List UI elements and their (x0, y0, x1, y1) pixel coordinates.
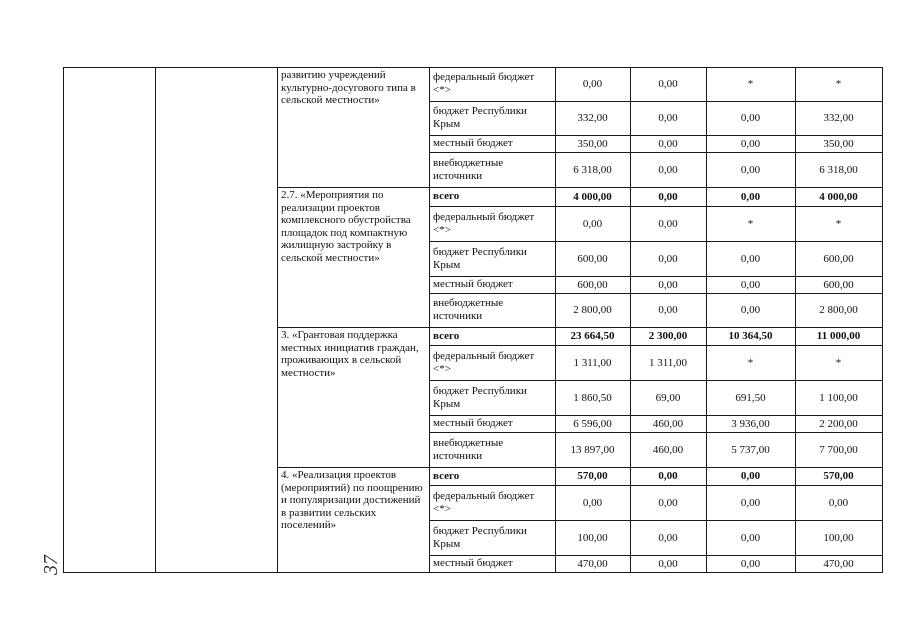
amount-cell-c3: * (747, 78, 754, 90)
row-divider (429, 432, 883, 433)
amount-cell-c4: 100,00 (823, 531, 854, 544)
amount-cell-c2: 0,00 (658, 163, 678, 176)
amount-cell-c4: 600,00 (823, 278, 854, 291)
amount-cell-c2: 460,00 (652, 443, 684, 456)
row-divider (429, 485, 883, 486)
funding-source-label: всего (433, 329, 460, 342)
amount-cell-c3: 0,00 (740, 112, 761, 124)
amount-cell-c2: 0,00 (658, 190, 678, 203)
page-number-handwritten: 37 (40, 555, 62, 575)
table-col-divider (429, 67, 430, 573)
amount-cell-c2: 0,00 (658, 531, 678, 544)
amount-cell-c3: 0,00 (740, 557, 761, 570)
measure-description: 2.7. «Мероприятия по реализации проектов комплексного обустройства площадок под компактную жилищную застройку в сельской местности» (281, 189, 411, 264)
amount-cell-c2: 0,00 (658, 78, 678, 90)
amount-cell-c1: 332,00 (577, 112, 608, 124)
row-divider (429, 380, 883, 381)
amount-cell-c4: * (835, 78, 842, 90)
row-divider (429, 241, 883, 242)
amount-cell-c4: 2 200,00 (819, 417, 858, 430)
amount-cell-c4: * (835, 217, 842, 230)
funding-source-label: бюджет Республики Крым (433, 384, 527, 410)
funding-source-label: федеральный бюджет <*> (433, 349, 535, 375)
amount-cell-c4: 0,00 (828, 496, 849, 509)
amount-cell-c4: 470,00 (823, 557, 854, 570)
amount-cell-c4: 332,00 (823, 112, 854, 124)
amount-cell-c3: 0,00 (740, 137, 761, 150)
amount-cell-c3: * (747, 217, 754, 230)
funding-source-label: местный бюджет (433, 278, 513, 290)
measure-description: 3. «Грантовая поддержка местных инициатив граждан, проживающих в сельской местности» (281, 329, 419, 379)
amount-cell-c1: 100,00 (577, 531, 608, 544)
amount-cell-c1: 2 800,00 (573, 304, 612, 316)
funding-source-label: всего (433, 190, 460, 202)
row-divider (429, 206, 883, 207)
measure-description: развитию учреждений культурно-досугового типа в сельской местности» (281, 69, 416, 107)
funding-source-label: внебюджетные источники (433, 297, 504, 322)
amount-cell-c3: 0,00 (740, 304, 761, 316)
amount-cell-c1: 6 596,00 (573, 417, 612, 430)
amount-cell-c3: 10 364,50 (728, 330, 773, 342)
amount-cell-c2: 0,00 (658, 137, 678, 150)
amount-cell-c2: 460,00 (652, 417, 684, 430)
amount-cell-c1: 13 897,00 (570, 443, 615, 456)
amount-cell-c4: * (835, 356, 842, 369)
table-col-divider (155, 67, 156, 573)
funding-source-label: внебюджетные источники (433, 156, 504, 182)
amount-cell-c2: 1 311,00 (648, 356, 688, 369)
amount-cell-c3: 0,00 (740, 163, 761, 176)
amount-cell-c1: 6 318,00 (573, 163, 612, 176)
amount-cell-c2: 0,00 (658, 217, 678, 230)
row-divider (429, 293, 883, 294)
table-col-divider (882, 67, 883, 573)
amount-cell-c3: 0,00 (740, 531, 761, 544)
amount-cell-c1: 1 311,00 (573, 356, 612, 369)
amount-cell-c2: 0,00 (658, 112, 678, 124)
amount-cell-c3: 691,50 (735, 391, 766, 404)
amount-cell-c3: 5 737,00 (731, 443, 770, 456)
amount-cell-c2: 0,00 (658, 252, 678, 265)
amount-cell-c3: 0,00 (740, 190, 761, 203)
amount-cell-c2: 0,00 (658, 278, 678, 291)
amount-cell-c4: 600,00 (823, 252, 854, 265)
funding-source-label: внебюджетные источники (433, 436, 504, 462)
amount-cell-c1: 0,00 (582, 217, 603, 230)
row-divider (429, 101, 883, 102)
amount-cell-c2: 0,00 (658, 470, 678, 482)
table-top-border (63, 67, 883, 68)
amount-cell-c1: 600,00 (577, 252, 608, 265)
table-col-divider (277, 67, 278, 573)
amount-cell-c4: 6 318,00 (819, 163, 858, 176)
amount-cell-c1: 0,00 (582, 78, 603, 90)
amount-cell-c2: 69,00 (655, 391, 681, 404)
row-divider (429, 520, 883, 521)
amount-cell-c4: 7 700,00 (819, 443, 858, 456)
group-divider (277, 467, 883, 468)
amount-cell-c1: 23 664,50 (570, 330, 615, 342)
row-divider (429, 152, 883, 153)
amount-cell-c2: 2 300,00 (648, 330, 688, 342)
funding-source-label: бюджет Республики Крым (433, 245, 527, 271)
funding-source-label: бюджет Республики Крым (433, 524, 527, 550)
group-divider (277, 327, 883, 328)
amount-cell-c3: 0,00 (740, 278, 761, 291)
funding-source-label: федеральный бюджет <*> (433, 71, 535, 96)
amount-cell-c1: 350,00 (577, 137, 608, 150)
amount-cell-c3: 0,00 (740, 496, 761, 509)
amount-cell-c4: 350,00 (823, 137, 854, 150)
amount-cell-c2: 0,00 (658, 557, 678, 570)
funding-source-label: бюджет Республики Крым (433, 105, 527, 130)
amount-cell-c3: * (747, 356, 754, 369)
amount-cell-c1: 0,00 (582, 496, 603, 509)
amount-cell-c3: 3 936,00 (731, 417, 770, 430)
funding-source-label: федеральный бюджет <*> (433, 210, 535, 236)
amount-cell-c4: 11 000,00 (816, 330, 861, 342)
amount-cell-c1: 470,00 (577, 557, 608, 570)
group-divider (277, 187, 883, 188)
funding-source-label: местный бюджет (433, 137, 513, 149)
amount-cell-c4: 2 800,00 (819, 304, 858, 316)
table-bottom-border (63, 572, 883, 573)
amount-cell-c3: 0,00 (740, 252, 761, 265)
funding-source-label: всего (433, 469, 460, 482)
amount-cell-c2: 0,00 (658, 304, 678, 316)
funding-source-label: местный бюджет (433, 417, 513, 429)
amount-cell-c2: 0,00 (658, 496, 678, 509)
amount-cell-c3: 0,00 (740, 470, 761, 482)
measure-description: 4. «Реализация проектов (мероприятий) по поощрению и популяризации достижений в развитии сельских поселений» (281, 469, 423, 532)
amount-cell-c4: 1 100,00 (819, 391, 858, 404)
funding-source-label: местный бюджет (433, 557, 513, 569)
amount-cell-c4: 570,00 (823, 470, 854, 482)
funding-source-label: федеральный бюджет <*> (433, 489, 535, 515)
row-divider (429, 345, 883, 346)
amount-cell-c1: 600,00 (577, 278, 608, 291)
table-col-divider (63, 67, 64, 573)
amount-cell-c1: 1 860,50 (573, 391, 612, 404)
amount-cell-c1: 570,00 (577, 470, 608, 482)
amount-cell-c1: 4 000,00 (573, 190, 612, 203)
amount-cell-c4: 4 000,00 (819, 190, 858, 203)
